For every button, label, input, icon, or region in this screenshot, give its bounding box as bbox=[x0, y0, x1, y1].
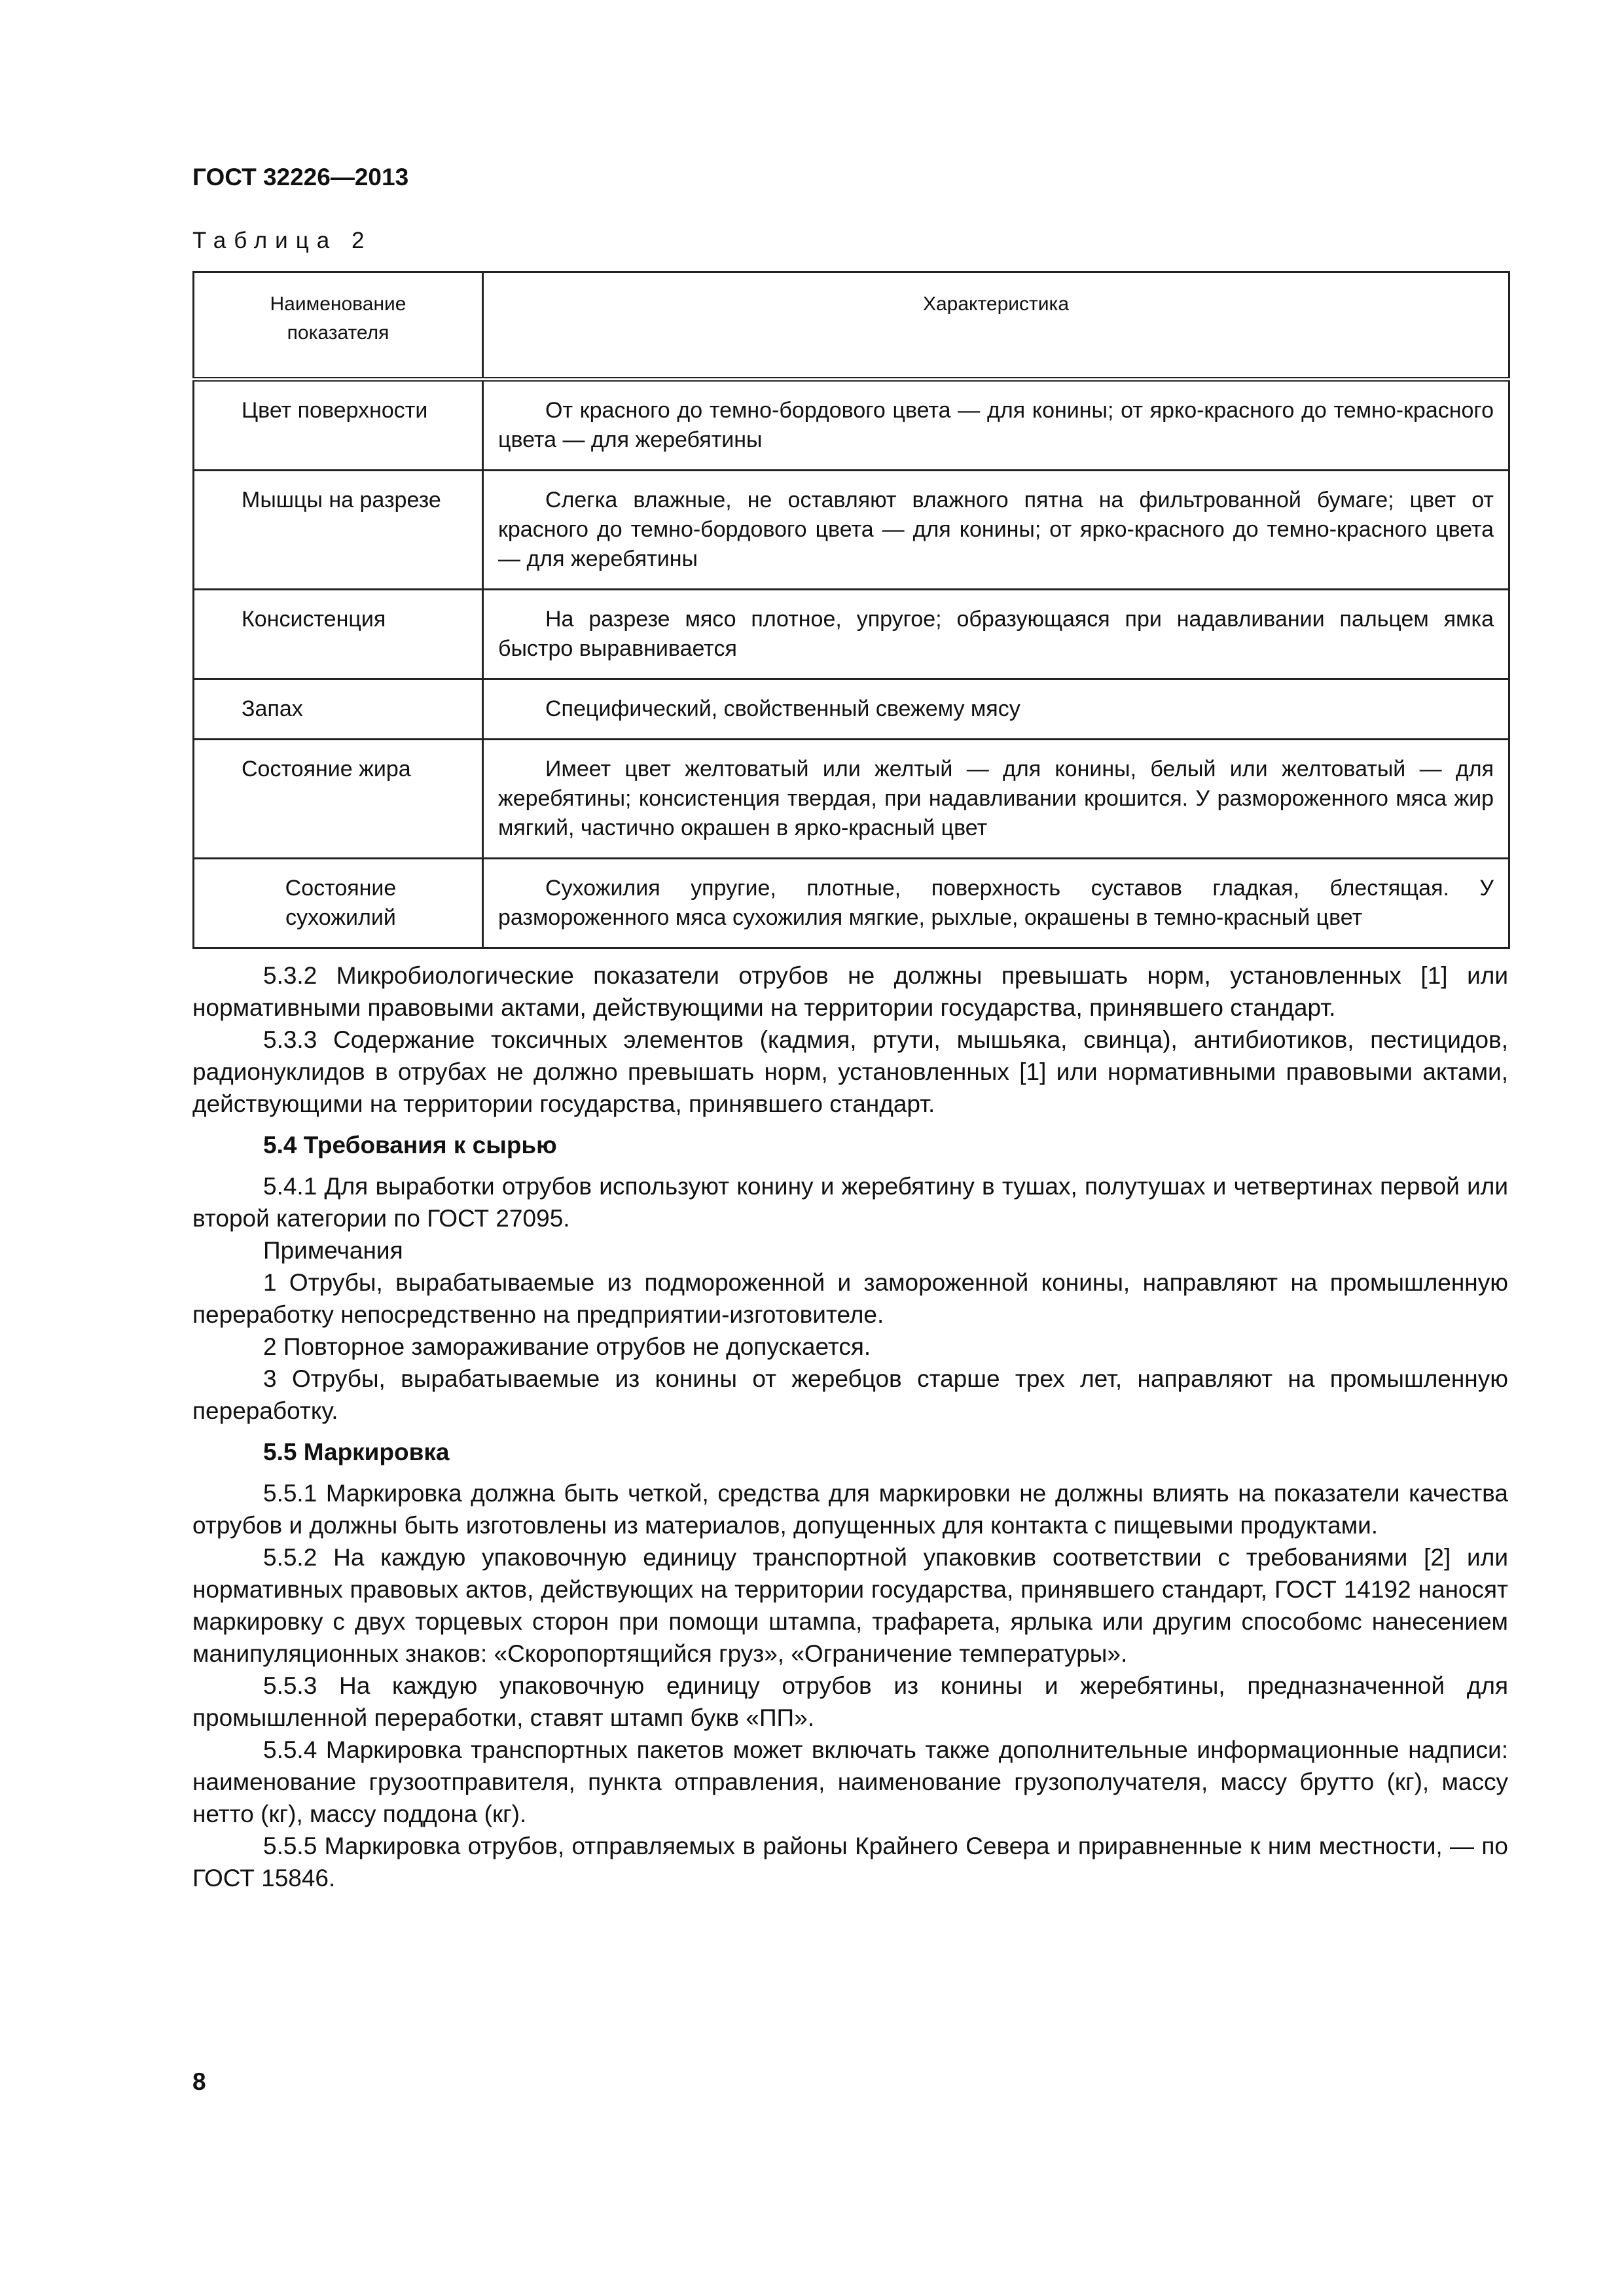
row-name-line1: Состояние bbox=[285, 876, 397, 901]
column-header-indicator bbox=[194, 272, 483, 380]
row-name bbox=[194, 740, 483, 859]
paragraph-5-5-1: 5.5.1 Маркировка должна быть четкой, средства для маркировки не должны влиять на показатели качества отрубов и должны быть изготовлены из материалов, допущенных для контакта с пищевыми продуктами. bbox=[192, 1480, 1508, 1539]
row-description: Имеет цвет желтоватый или желтый — для конины, белый или желтоватый — для жеребятины; консистенция твердая, при надавливании крошится. У размороженного мяса жир мягкий, частично окрашен в ярко-красный цвет bbox=[483, 740, 1509, 859]
row-description: Слегка влажные, не оставляют влажного пятна на фильтрованной бумаге; цвет от красного до темно-бордового цвета — для конины; от ярко-красного до темно-красного цвета — для жеребятины bbox=[483, 471, 1509, 590]
table-row bbox=[194, 590, 1509, 679]
note-3: 3 Отрубы, вырабатываемые из конины от жеребцов старше трех лет, направляют на промышленную переработку. bbox=[192, 1365, 1508, 1424]
table-row bbox=[194, 471, 1509, 590]
section-heading-5-5: 5.5 Маркировка bbox=[263, 1439, 450, 1465]
paragraph-5-5-5: 5.5.5 Маркировка отрубов, отправляемых в районы Крайнего Севера и приравненные к ним местности, — по ГОСТ 15846. bbox=[192, 1833, 1508, 1892]
table-row bbox=[194, 679, 1509, 740]
page-number: 8 bbox=[192, 2068, 206, 2095]
row-description: Специфический, свойственный свежему мясу bbox=[483, 679, 1509, 740]
row-description: От красного до темно-бордового цвета — для конины; от ярко-красного до темно-красного цвета — для жеребятины bbox=[483, 380, 1509, 471]
paragraph-5-3-2: 5.3.2 Микробиологические показатели отрубов не должны превышать норм, установленных [1] или нормативными правовыми актами, действующими на территории государства, принявшего стандарт. bbox=[192, 962, 1508, 1021]
section-heading-5-4: 5.4 Требования к сырью bbox=[263, 1132, 557, 1158]
note-1: 1 Отрубы, вырабатываемые из подмороженной и замороженной конины, направляют на промышленную переработку непосредственно на предприятии-изготовителе. bbox=[192, 1269, 1508, 1328]
row-name-text: Запах bbox=[242, 696, 303, 721]
row-name-text: Цвет поверхности bbox=[242, 398, 428, 423]
row-description: Сухожилия упругие, плотные, поверхность суставов гладкая, блестящая. У размороженного мяса сухожилия мягкие, рыхлые, окрашены в темно-красный цвет bbox=[483, 859, 1509, 948]
paragraph-5-3-3: 5.3.3 Содержание токсичных элементов (кадмия, ртути, мышьяка, свинца), антибиотиков, пестицидов, радионуклидов в отрубах не должно превышать норм, установленных [1] или нормативными правовыми актами, действующими на территории государства, принявшего стандарт. bbox=[192, 1026, 1508, 1117]
column-header-indicator-line1: Наименование bbox=[270, 293, 406, 315]
column-header-characteristic: Характеристика bbox=[483, 272, 1509, 380]
table-row bbox=[194, 740, 1509, 859]
row-description: На разрезе мясо плотное, упругое; образующаяся при надавливании пальцем ямка быстро выравнивается bbox=[483, 590, 1509, 679]
paragraph-5-5-4: 5.5.4 Маркировка транспортных пакетов может включать также дополнительные информационные надписи: наименование грузоотправителя, пункта отправления, наименование грузополучателя, массу брутто (кг), массу нетто (кг), массу поддона (кг). bbox=[192, 1736, 1508, 1827]
document-header: ГОСТ 32226—2013 bbox=[192, 164, 409, 190]
row-name bbox=[194, 380, 483, 471]
notes-title: Примечания bbox=[263, 1237, 403, 1264]
row-name bbox=[194, 590, 483, 679]
table-caption: Таблица 2 bbox=[192, 228, 372, 253]
row-name-text: Консистенция bbox=[242, 607, 386, 632]
characteristics-table bbox=[192, 271, 1510, 949]
row-name bbox=[194, 679, 483, 740]
note-2: 2 Повторное замораживание отрубов не допускается. bbox=[263, 1333, 871, 1360]
paragraph-5-5-3: 5.5.3 На каждую упаковочную единицу отрубов из конины и жеребятины, предназначенной для промышленной переработки, ставят штамп букв «ПП». bbox=[192, 1672, 1508, 1731]
row-name-text: Мышцы на разрезе bbox=[242, 488, 441, 512]
row-name bbox=[194, 859, 483, 948]
body-text bbox=[192, 960, 1508, 1894]
table-header-row bbox=[194, 272, 1509, 380]
table-row bbox=[194, 859, 1509, 948]
row-name-text: Состояние жира bbox=[242, 757, 411, 781]
row-name bbox=[194, 471, 483, 590]
column-header-indicator-line2: показателя bbox=[287, 322, 389, 344]
row-name-line2: сухожилий bbox=[285, 905, 396, 930]
table-row bbox=[194, 380, 1509, 471]
paragraph-5-5-2: 5.5.2 На каждую упаковочную единицу транспортной упаковкив соответствии с требованиями [2] или нормативных правовых актов, действующих на территории государства, принявшего стандарт, ГОСТ 14192 наносят маркировку с двух торцевых сторон при помощи штампа, трафарета, ярлыка или другим способомс нанесением манипуляционных знаков: «Скоропортящийся груз», «Ограничение температуры». bbox=[192, 1544, 1508, 1667]
paragraph-5-4-1: 5.4.1 Для выработки отрубов используют конину и жеребятину в тушах, полутушах и четвертинах первой или второй категории по ГОСТ 27095. bbox=[192, 1173, 1508, 1232]
